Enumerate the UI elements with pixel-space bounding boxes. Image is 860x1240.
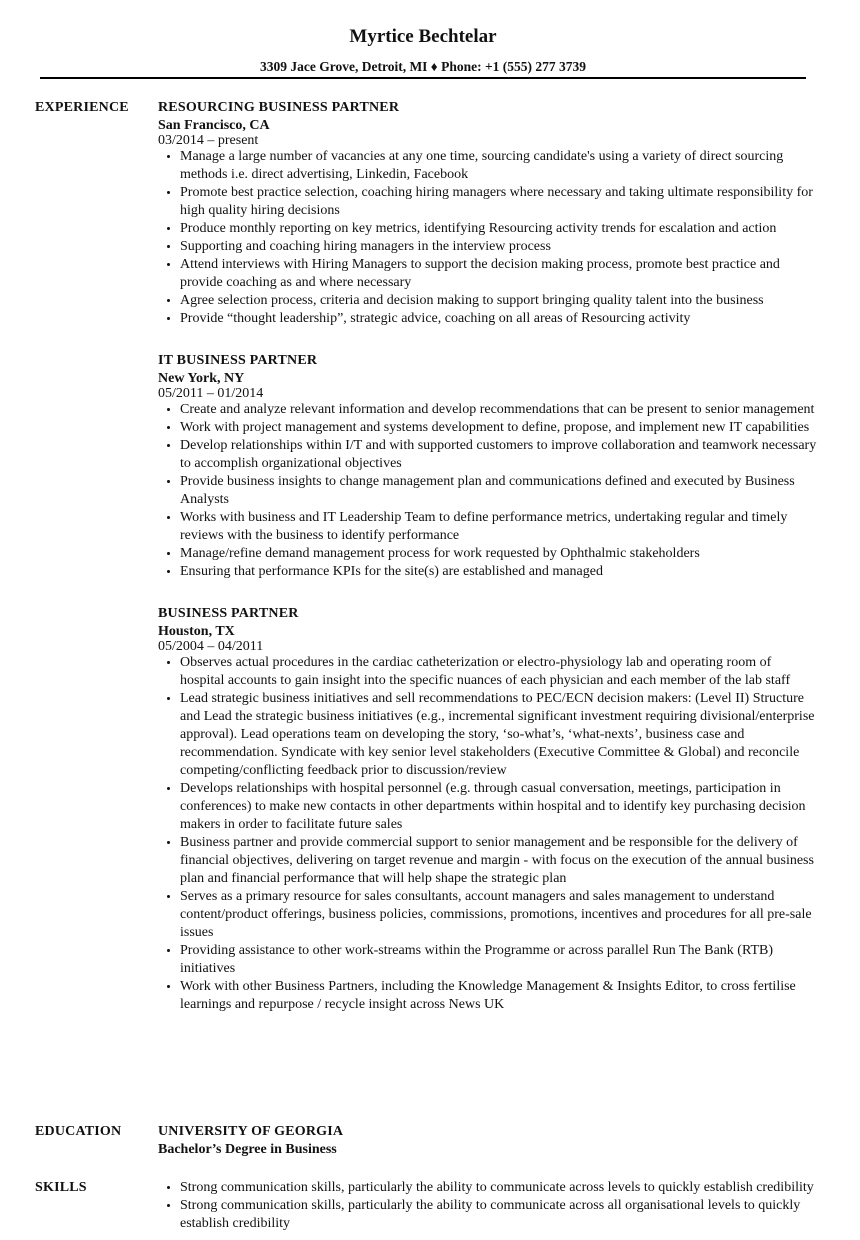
candidate-name: Myrtice Bechtelar <box>349 26 497 47</box>
bullet-item: • Supporting and coaching hiring managers in the interview process <box>180 238 818 256</box>
degree-name: Bachelor’s Degree in Business <box>158 1142 337 1157</box>
bullet-item: • Agree selection process, criteria and decision making to support bringing quality talent into the business <box>180 292 818 310</box>
bullet-item: • Develops relationships with hospital personnel (e.g. through casual conversation, meetings, participation in conferences) to make new contacts in other departments within hospital and to identify key purchasing decision makers in order to facilitate future sales <box>180 780 818 834</box>
bullet-item: • Strong communication skills, particularly the ability to communicate across all organisational levels to quickly establish credibility <box>180 1197 818 1233</box>
skills-bullets <box>158 1179 818 1233</box>
job-title: RESOURCING BUSINESS PARTNER <box>158 100 400 115</box>
job-bullets <box>158 654 818 1014</box>
bullet-item: • Provide “thought leadership”, strategic advice, coaching on all areas of Resourcing activity <box>180 310 818 328</box>
bullet-item: • Work with other Business Partners, including the Knowledge Management & Insights Editor, to cross fertilise learnings and repurpose / recycle insight across News UK <box>180 978 818 1014</box>
bullet-item: • Manage/refine demand management process for work requested by Ophthalmic stakeholders <box>180 545 818 563</box>
bullet-item: • Business partner and provide commercial support to senior management and be responsible for the delivery of financial objectives, delivering on target revenue and margin - with focus on the execution of the annual business plan and financial performance that will help shape the strategic plan <box>180 834 818 888</box>
job-entry <box>158 99 818 328</box>
section-label-skills: SKILLS <box>35 1180 87 1195</box>
bullet-item: • Produce monthly reporting on key metrics, identifying Resourcing activity trends for escalation and action <box>180 220 818 238</box>
bullet-item: • Work with project management and systems development to define, propose, and implement new IT capabilities <box>180 419 818 437</box>
skills-section <box>0 1179 860 1233</box>
bullet-item: • Manage a large number of vacancies at any one time, sourcing candidate's using a variety of direct sourcing methods i.e. direct advertising, Linkedin, Facebook <box>180 148 818 184</box>
job-location: New York, NY <box>158 371 245 386</box>
bullet-item: • Promote best practice selection, coaching hiring managers where necessary and taking ultimate responsibility for high quality hiring decisions <box>180 184 818 220</box>
section-label-education: EDUCATION <box>35 1124 122 1139</box>
job-entry <box>158 605 818 1014</box>
job-bullets <box>158 148 818 328</box>
section-label-experience: EXPERIENCE <box>35 100 129 115</box>
job-entry <box>158 352 818 581</box>
bullet-item: • Provide business insights to change management plan and communications defined and executed by Business Analysts <box>180 473 818 509</box>
bullet-item: • Strong communication skills, particularly the ability to communicate across levels to quickly establish credibility <box>180 1179 818 1197</box>
bullet-item: • Lead strategic business initiatives and sell recommendations to PEC/ECN decision makers: (Level II) Structure and Lead the strategic business initiatives (e.g., incremental significant investment requiring divisional/enterprise approval). Lead operations team on developing the story, ‘so-what’s, ‘what-nexts’, business case and recommendation. Syndicate with key senior level stakeholders (Executive Committee & Global) and reconcile competing/conflicting feedback prior to discussion/review <box>180 690 818 780</box>
bullet-item: • Ensuring that performance KPIs for the site(s) are established and managed <box>180 563 818 581</box>
contact-line: 3309 Jace Grove, Detroit, MI ♦ Phone: +1 (555) 277 3739 <box>259 59 587 74</box>
bullet-item: • Providing assistance to other work-streams within the Programme or across parallel Run The Bank (RTB) initiatives <box>180 942 818 978</box>
header-divider <box>40 77 806 79</box>
job-title: BUSINESS PARTNER <box>158 606 299 621</box>
bullet-item: • Attend interviews with Hiring Managers to support the decision making process, promote best practice and provide coaching as and where necessary <box>180 256 818 292</box>
job-dates: 05/2004 – 04/2011 <box>158 639 264 654</box>
bullet-item: • Works with business and IT Leadership Team to define performance metrics, undertaking regular and timely reviews with the business to identify performance <box>180 509 818 545</box>
bullet-item: • Serves as a primary resource for sales consultants, account managers and sales management to understand content/product offerings, business policies, commissions, promotions, incentives and procedures for all pre-sale issues <box>180 888 818 942</box>
job-location: San Francisco, CA <box>158 118 270 133</box>
experience-section <box>0 99 860 1026</box>
school-name: UNIVERSITY OF GEORGIA <box>158 1124 344 1139</box>
bullet-item: • Create and analyze relevant information and develop recommendations that can be present to senior management <box>180 401 818 419</box>
job-bullets <box>158 401 818 581</box>
job-title: IT BUSINESS PARTNER <box>158 353 318 368</box>
job-dates: 05/2011 – 01/2014 <box>158 386 264 401</box>
bullet-item: • Develop relationships within I/T and with supported customers to improve collaboration and teamwork necessary to accomplish organizational objectives <box>180 437 818 473</box>
education-section <box>0 1123 860 1158</box>
bullet-item: • Observes actual procedures in the cardiac catheterization or electro-physiology lab and operating room of hospital accounts to gain insight into the specific nuances of each physician and each member of the lab staff <box>180 654 818 690</box>
job-dates: 03/2014 – present <box>158 133 259 148</box>
job-location: Houston, TX <box>158 624 235 639</box>
